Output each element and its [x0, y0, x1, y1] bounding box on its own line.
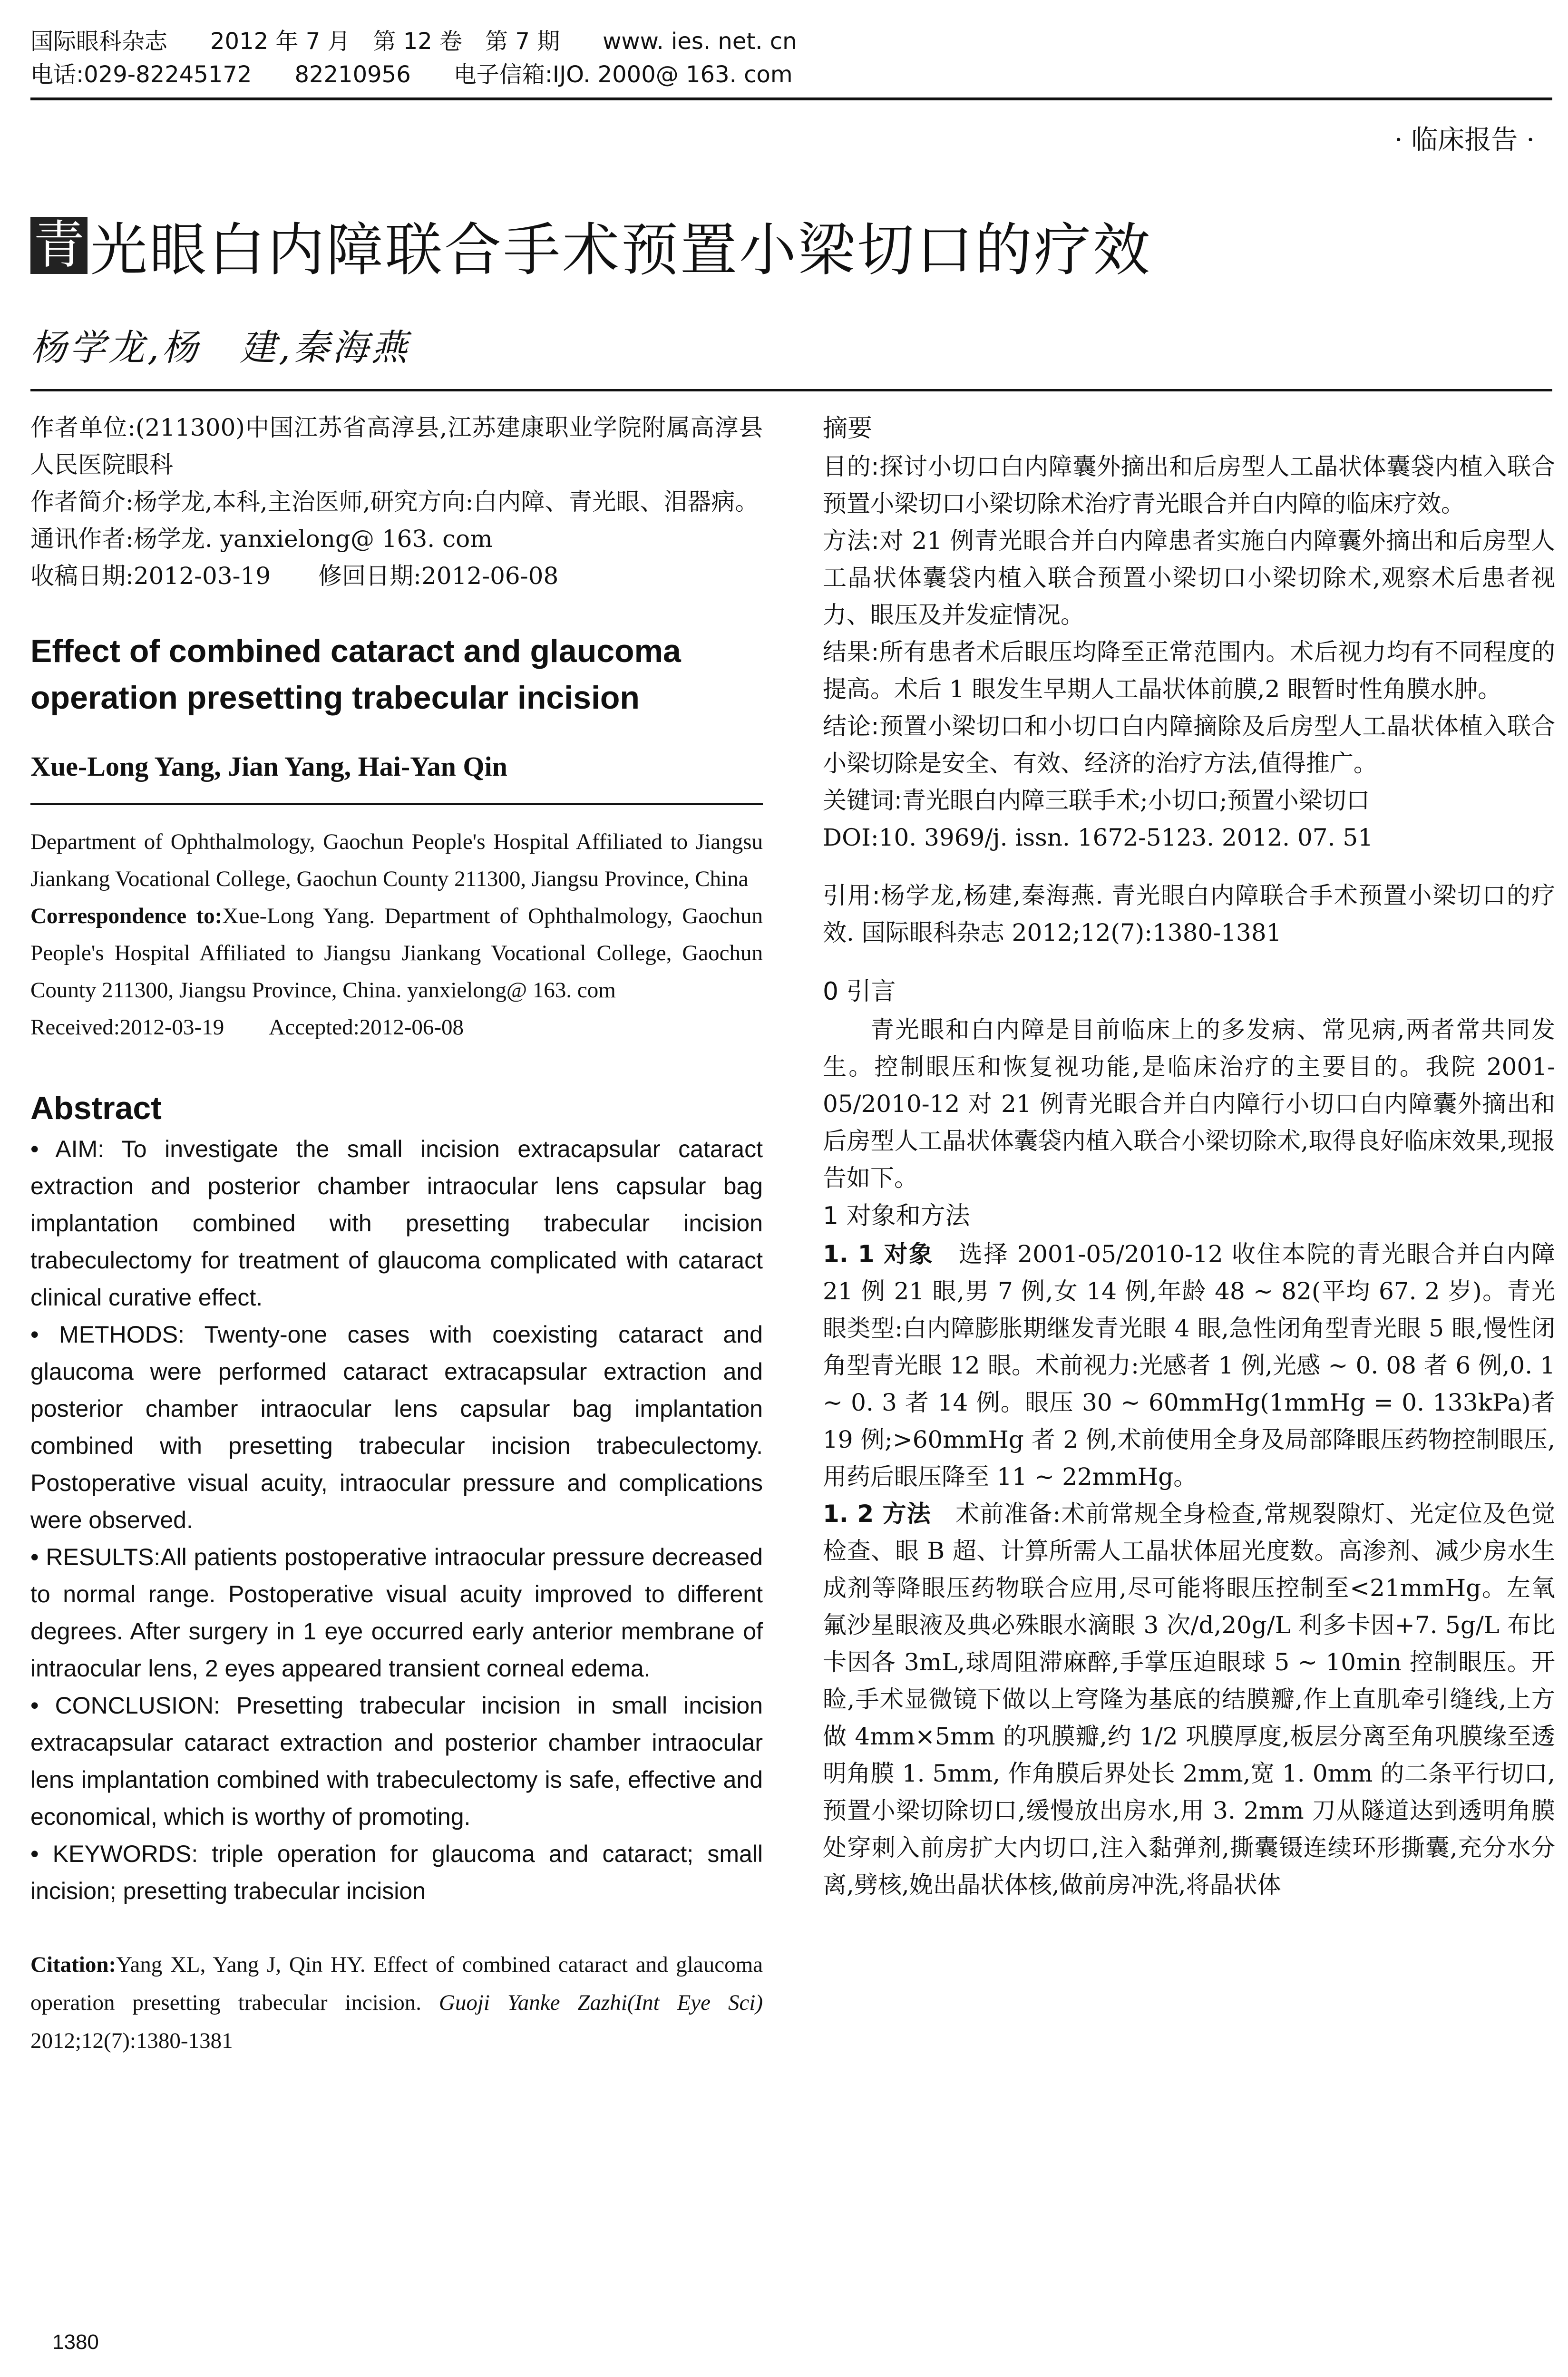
email: 电子信箱:IJO. 2000@ 163. com	[453, 61, 793, 88]
abstract-cn-methods	[823, 522, 1555, 633]
intro-heading: 0 引言	[823, 977, 896, 1006]
header-rule	[30, 97, 1552, 100]
results-label: • RESULTS:	[30, 1544, 161, 1570]
section-1-1-label: 1. 1 对象	[823, 1240, 934, 1268]
authors-rule	[30, 389, 1552, 391]
keywords-cn-label: 关键词:	[823, 787, 902, 814]
running-header	[30, 25, 1552, 91]
correspondence-text: Xue-Long Yang. Department of Ophthalmology, Gaochun People's Hospital Affiliated to Jiangsu Jiankang Vocational College, Gaochun County 211300, Jiangsu Province, China. yanxielong@ 163. com	[30, 904, 763, 1003]
page-title: 光眼白内障联合手术预置小梁切口的疗效	[90, 217, 1152, 283]
right-column	[823, 409, 1555, 1903]
results-text: All patients postoperative intraocular pressure decreased to normal range. Postoperative visual acuity improved to different degrees. After surgery in 1 eye occurred early anterior membrane of intraocular lens, 2 eyes appeared transient corneal edema.	[30, 1544, 763, 1682]
issue-info: 2012 年 7 月 第 12 卷 第 7 期	[210, 28, 560, 55]
section-1-1-text: 选择 2001-05/2010-12 收住本院的青光眼合并白内障 21 例 21 眼,男 7 例,女 14 例,年龄 48 ~ 82(平均 67. 2 岁)。青光眼类型:白内障膨胀期继发青光眼 4 眼,急性闭角型青光眼 5 眼,慢性闭角型青光眼 12 眼。术前视力:光感者 1 例,光感 ~ 0. 08 者 6 例,0. 1 ~ 0. 3 者 14 例。眼压 30 ~ 60mmHg(1mmHg = 0. 133kPa)者 19 例;>60mmHg 者 2 例,术前使用全身及局部降眼压药物控制眼压,用药后眼压降至 11 ~ 22mmHg。	[823, 1240, 1556, 1490]
abstract-cn-aim	[823, 448, 1555, 522]
english-authors-rule	[30, 803, 763, 805]
keywords-label: • KEYWORDS:	[30, 1841, 198, 1867]
section-1-1	[823, 1236, 1555, 1495]
received-dates-cn: 收稿日期:2012-03-19 修回日期:2012-06-08	[30, 562, 559, 590]
phone-2: 82210956	[294, 61, 411, 88]
conclusion-cn-text: 预置小梁切口和小切口白内障摘除及后房型人工晶状体植入联合小梁切除是安全、有效、经济的治疗方法,值得推广。	[823, 712, 1555, 777]
methods-cn-label: 方法:	[823, 527, 879, 555]
spacer	[823, 856, 1555, 877]
abstract-results	[30, 1539, 763, 1687]
author-unit: 作者单位:(211300)中国江苏省高淳县,江苏建康职业学院附属高淳县人民医院眼科	[30, 414, 763, 478]
doi: DOI:10. 3969/j. issn. 1672-5123. 2012. 07. 51	[823, 824, 1373, 851]
keywords-text: triple operation for glaucoma and cataract; small incision; presetting trabecular incision	[30, 1841, 763, 1904]
results-cn-text: 所有患者术后眼压均降至正常范围内。术后视力均有不同程度的提高。术后 1 眼发生早期人工晶状体前膜,2 眼暂时性角膜水肿。	[823, 638, 1555, 703]
author-intro: 作者简介:杨学龙,本科,主治医师,研究方向:白内障、青光眼、泪器病。	[30, 488, 759, 516]
spacer	[823, 951, 1555, 972]
abstract-cn-results	[823, 633, 1555, 708]
citation-text-b: 2012;12(7):1380-1381	[30, 2028, 233, 2053]
aim-cn-text: 探讨小切口白内障囊外摘出和后房型人工晶状体囊袋内植入联合预置小梁切口小梁切除术治疗青光眼合并白内障的临床疗效。	[823, 453, 1555, 517]
page-number: 1380	[52, 2330, 99, 2354]
aim-text: To investigate the small incision extracapsular cataract extraction and posterior chamber intraocular lens capsular bag implantation combined with presetting trabecular incision trabeculectomy for treatment of glaucoma complicated with cataract clinical curative effect.	[30, 1136, 763, 1311]
english-correspondence	[30, 897, 763, 1009]
english-title: Effect of combined cataract and glaucoma operation presetting trabecular incision	[30, 633, 681, 716]
intro-paragraph: 青光眼和白内障是目前临床上的多发病、常见病,两者常共同发生。控制眼压和恢复视功能,是临床治疗的主要目的。我院 2001-05/2010-12 对 21 例青光眼合并白内障行小切口白内障囊外摘出和后房型人工晶状体囊袋内植入联合小梁切除术,取得良好临床效果,现报告如下。	[823, 1016, 1555, 1192]
methods-cn-text: 对 21 例青光眼合并白内障患者实施白内障囊外摘出和后房型人工晶状体囊袋内植入联合预置小梁切口小梁切除术,观察术后患者视力、眼压及并发症情况。	[823, 527, 1555, 629]
methods-heading: 1 对象和方法	[823, 1202, 970, 1230]
conclusion-cn-label: 结论:	[823, 712, 879, 740]
abstract-cn-keywords	[823, 782, 1555, 819]
phone: 电话:029-82245172	[30, 61, 252, 88]
citation-cn-label: 引用:	[823, 882, 880, 909]
results-cn-label: 结果:	[823, 638, 879, 666]
abstract-methods	[30, 1316, 763, 1539]
conclusion-text: Presetting trabecular incision in small incision extracapsular cataract extraction and posterior chamber intraocular lens implantation combined with trabeculectomy is safe, effective and economical, which is worthy of promoting.	[30, 1692, 763, 1830]
journal-url: www. ies. net. cn	[603, 28, 797, 55]
english-dates: Received:2012-03-19 Accepted:2012-06-08	[30, 1015, 464, 1040]
title-initial-mark: 青	[30, 217, 88, 274]
abstract-keywords	[30, 1835, 763, 1909]
abstract-aim	[30, 1130, 763, 1316]
abstract-cn-heading: 摘要	[823, 414, 873, 443]
keywords-cn-text: 青光眼白内障三联手术;小切口;预置小梁切口	[902, 787, 1370, 814]
corresponding-author: 通讯作者:杨学龙. yanxielong@ 163. com	[30, 525, 493, 553]
abstract-heading: Abstract	[30, 1090, 162, 1126]
section-1-2	[823, 1495, 1555, 1903]
conclusion-label: • CONCLUSION:	[30, 1692, 220, 1719]
english-authors: Xue-Long Yang, Jian Yang, Hai-Yan Qin	[30, 751, 507, 782]
methods-label: • METHODS:	[30, 1321, 185, 1348]
methods-text: Twenty-one cases with coexisting cataract and glaucoma were performed cataract extracapsular extraction and posterior chamber intraocular lens capsular bag implantation combined with presetting trabecular incision trabeculectomy. Postoperative visual acuity, intraocular pressure and complications were observed.	[30, 1321, 763, 1533]
section-tag: · 临床报告 ·	[1394, 125, 1535, 156]
section-1-2-label: 1. 2 方法	[823, 1500, 931, 1528]
authors-cn: 杨学龙,杨 建,秦海燕	[30, 326, 410, 369]
citation-cn-text: 杨学龙,杨建,秦海燕. 青光眼白内障联合手术预置小梁切口的疗效. 国际眼科杂志 2012;12(7):1380-1381	[823, 882, 1555, 946]
abstract-cn-conclusion	[823, 708, 1555, 782]
citation-cn	[823, 877, 1555, 951]
abstract-conclusion	[30, 1687, 763, 1835]
journal-name: 国际眼科杂志	[30, 28, 168, 55]
english-citation	[30, 1946, 763, 2060]
english-department: Department of Ophthalmology, Gaochun People's Hospital Affiliated to Jiangsu Jiankang Vocational College, Gaochun County 211300, Jiangsu Province, China	[30, 829, 763, 891]
section-1-2-text: 术前准备:术前常规全身检查,常规裂隙灯、光定位及色觉检查、眼 B 超、计算所需人工晶状体屈光度数。高渗剂、减少房水生成剂等降眼压药物联合应用,尽可能将眼压控制至<21mmHg。左氧氟沙星眼液及典必殊眼水滴眼 3 次/d,20g/L 利多卡因+7. 5g/L 布比卡因各 3mL,球周阻滞麻醉,手掌压迫眼球 5 ~ 10min 控制眼压。开睑,手术显微镜下做以上穹隆为基底的结膜瓣,作上直肌牵引缝线,上方做 4mm×5mm 的巩膜瓣,约 1/2 巩膜厚度,板层分离至角巩膜缘至透明角膜 1. 5mm, 作角膜后界处长 2mm,宽 1. 0mm 的二条平行切口,预置小梁切除切口,缓慢放出房水,用 3. 2mm 刀从隧道达到透明角膜处穿刺入前房扩大内切口,注入黏弹剂,撕囊镊连续环形撕囊,充分水分离,劈核,娩出晶状体核,做前房冲洗,将晶状体	[823, 1500, 1556, 1899]
title-block	[30, 205, 1152, 286]
header-line-2	[30, 58, 1552, 91]
citation-journal: Guoji Yanke Zazhi(Int Eye Sci)	[438, 1990, 763, 2015]
left-column	[30, 409, 763, 2082]
correspondence-label: Correspondence to:	[30, 904, 223, 928]
citation-text-a: Yang XL, Yang J, Qin HY. Effect of combined cataract and glaucoma operation presetting trabecular incision.	[30, 1952, 763, 2015]
aim-cn-label: 目的:	[823, 453, 879, 480]
header-line-1	[30, 25, 1552, 58]
citation-label: Citation:	[30, 1952, 117, 1977]
aim-label: • AIM:	[30, 1136, 105, 1162]
